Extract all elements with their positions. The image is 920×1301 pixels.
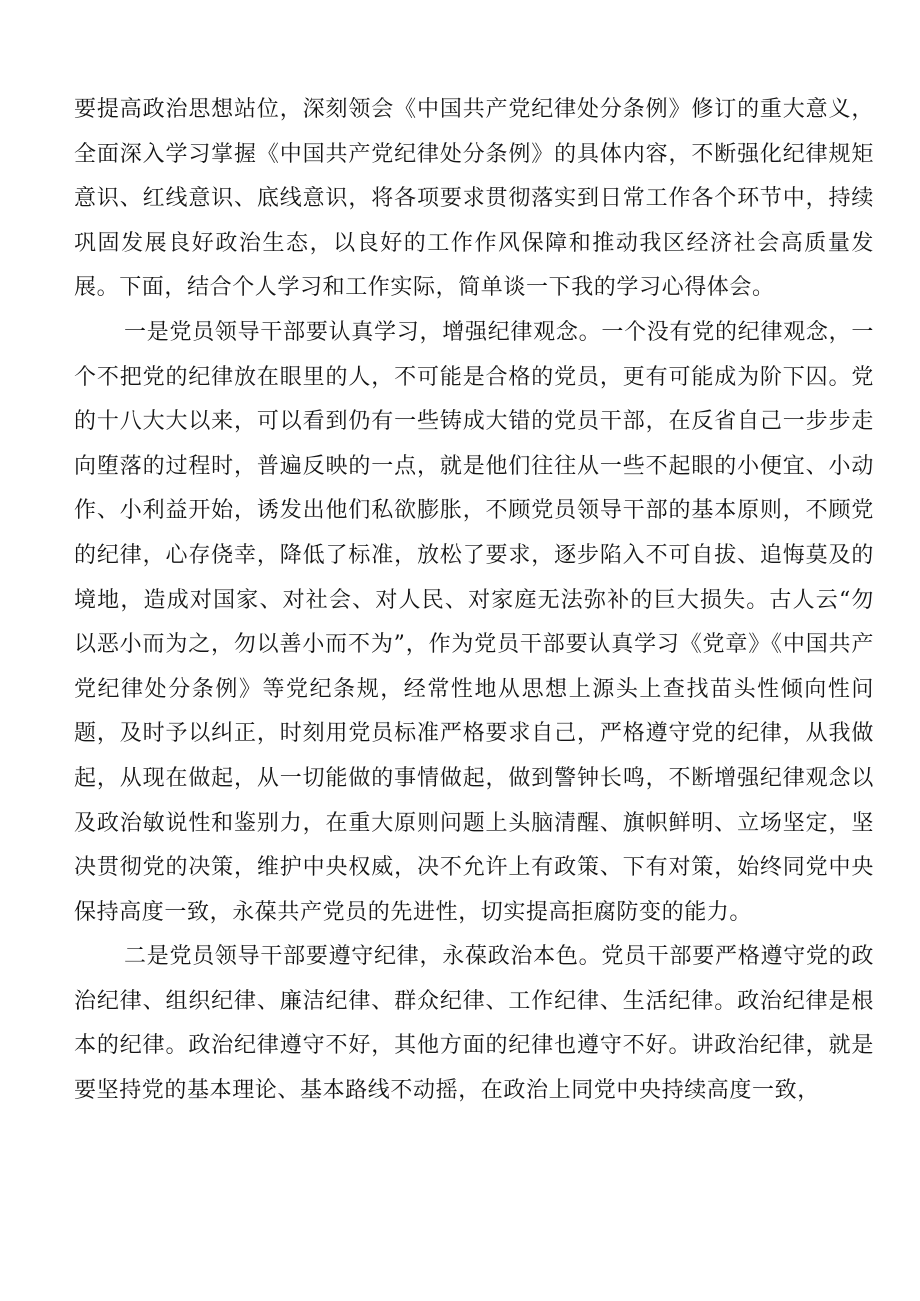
paragraph-intro-continuation: 要提高政治思想站位，深刻领会《中国共产党纪律处分条例》修订的重大意义，全面深入学习掌握《中国共产党纪律处分条例》的具体内容，不断强化纪律规矩意识、红线意识、底线意识，将各项要求贯彻落实到日常工作各个环节中，持续巩固发展良好政治生态，以良好的工作作风保障和推动我区经济社会高质量发展。下面，结合个人学习和工作实际，简单谈一下我的学习心得体会。 (74, 97, 874, 301)
paragraph-point-two: 二是党员领导干部要遵守纪律，永葆政治本色。党员干部要严格遵守党的政治纪律、组织纪律、廉洁纪律、群众纪律、工作纪律、生活纪律。政治纪律是根本的纪律。政治纪律遵守不好，其他方面的纪律也遵守不好。讲政治纪律，就是要坚持党的基本理论、基本路线不动摇，在政治上同党中央持续高度一致， (74, 944, 874, 1104)
paragraph-point-one: 一是党员领导干部要认真学习，增强纪律观念。一个没有党的纪律观念，一个不把党的纪律放在眼里的人，不可能是合格的党员，更有可能成为阶下囚。党的十八大大以来，可以看到仍有一些铸成大错的党员干部，在反省自己一步步走向堕落的过程时，普遍反映的一点，就是他们往往从一些不起眼的小便宜、小动作、小利益开始，诱发出他们私欲膨胀，不顾党员领导干部的基本原则，不顾党的纪律，心存侥幸，降低了标准，放松了要求，逐步陷入不可自拔、追悔莫及的境地，造成对国家、对社会、对人民、对家庭无法弥补的巨大损失。古人云“勿以恶小而为之，勿以善小而不为”，作为党员干部要认真学习《党章》《中国共产党纪律处分条例》等党纪条规，经常性地从思想上源头上查找苗头性倾向性问题，及时予以纠正，时刻用党员标准严格要求自己，严格遵守党的纪律，从我做起，从现在做起，从一切能做的事情做起，做到警钟长鸣，不断增强纪律观念以及政治敏说性和鉴别力，在重大原则问题上头脑清醒、旗帜鲜明、立场坚定，坚决贯彻党的决策，维护中央权威，决不允许上有政策、下有对策，始终同党中央保持高度一致，永葆共产党员的先进性，切实提高拒腐防变的能力。 (74, 319, 874, 925)
document-body (74, 88, 874, 1114)
